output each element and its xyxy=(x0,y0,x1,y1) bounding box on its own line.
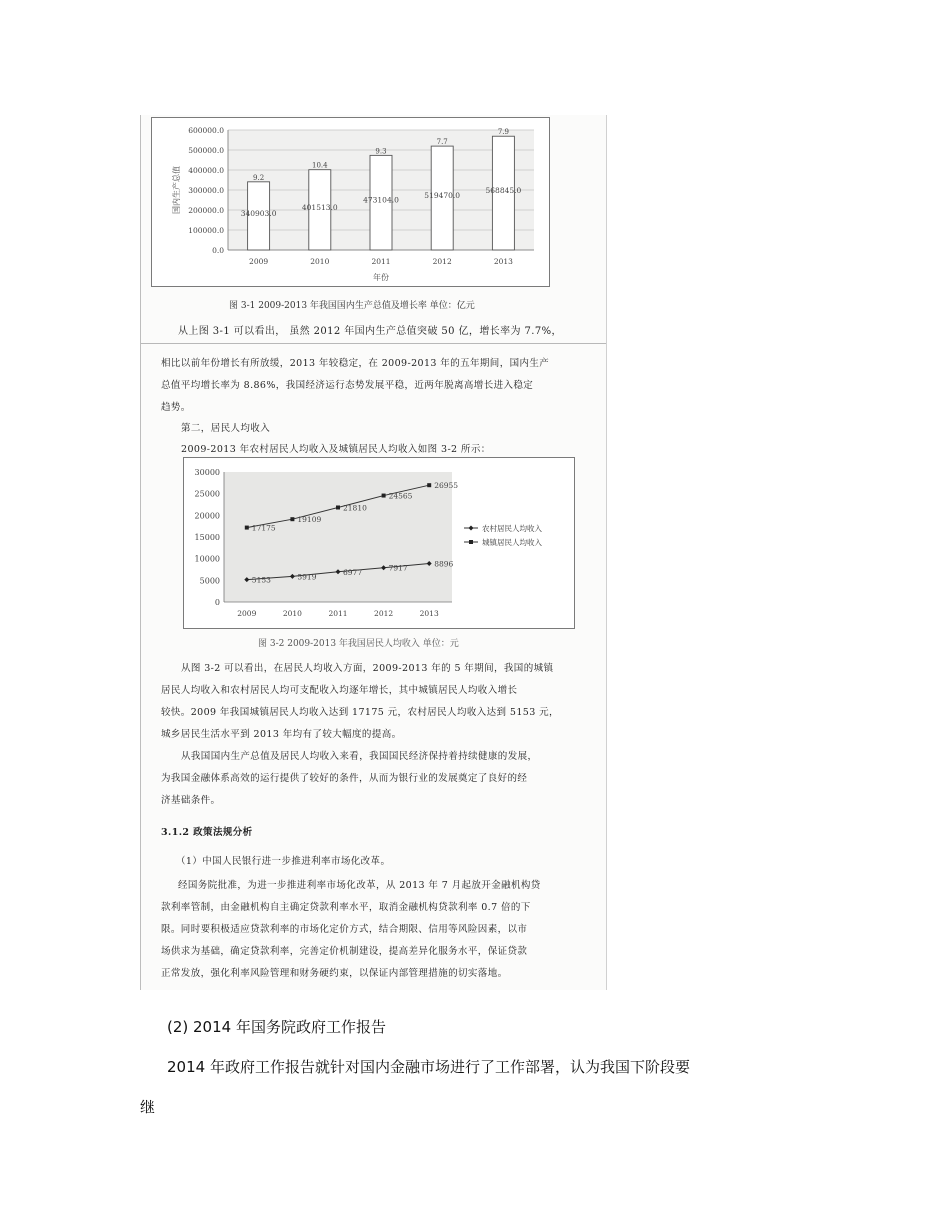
x-tick-label: 2012 xyxy=(432,257,452,266)
page-separator xyxy=(141,343,606,344)
data-label: 6977 xyxy=(343,567,363,577)
bar-value-label: 401513.0 xyxy=(301,202,338,212)
x-tick-label: 2013 xyxy=(419,609,439,618)
data-label: 19109 xyxy=(297,515,322,525)
y-tick-label: 500000.0 xyxy=(188,146,224,155)
body-paragraph-line: 继 xyxy=(140,1098,156,1116)
data-label: 8896 xyxy=(434,559,454,569)
y-tick-label: 600000.0 xyxy=(188,126,224,135)
growth-rate-label: 9.3 xyxy=(375,147,387,156)
growth-rate-label: 10.4 xyxy=(312,161,328,170)
growth-rate-label: 7.7 xyxy=(436,138,448,147)
legend-marker xyxy=(469,540,473,544)
paragraph-line: 较快。2009 年我国城镇居民人均收入达到 17175 元，农村居民人均收入达到 5153 元， xyxy=(161,707,559,718)
legend-label: 城镇居民人均收入 xyxy=(482,538,542,547)
paragraph-line: 款利率管制，由金融机构自主确定贷款利率水平，取消金融机构贷款利率 0.7 倍的下 xyxy=(161,902,531,913)
y-tick-label: 20000 xyxy=(194,511,220,521)
growth-rate-label: 9.2 xyxy=(253,173,265,182)
figure-3-2-caption: 图 3-2 2009-2013 年我国居民人均收入 单位：元 xyxy=(258,639,459,649)
data-point xyxy=(245,526,249,530)
paragraph-line: 场供求为基础，确定贷款利率，完善定价机制建设，提高差异化服务水平，保证贷款 xyxy=(161,946,528,957)
bar-value-label: 568845.0 xyxy=(485,186,522,196)
data-point xyxy=(336,505,340,509)
data-label: 5919 xyxy=(297,572,317,582)
section-heading-policy: 3.1.2 政策法规分析 xyxy=(161,827,253,838)
data-label: 7917 xyxy=(388,563,408,573)
paragraph-line: 总值平均增长率为 8.86%，我国经济运行态势发展平稳，近两年脱离高增长进入稳定 xyxy=(161,380,534,391)
data-point xyxy=(290,517,294,521)
paragraph-line: 从我国国内生产总值及居民人均收入来看，我国国民经济保持着持续健康的发展， xyxy=(181,751,538,762)
x-tick-label: 2010 xyxy=(282,609,302,618)
data-label: 24565 xyxy=(388,491,413,501)
data-point xyxy=(427,483,431,487)
gdp-bar-chart-svg xyxy=(152,118,549,286)
legend-marker xyxy=(469,526,474,531)
section-heading-income: 第二，居民人均收入 xyxy=(181,423,271,434)
x-tick-label: 2013 xyxy=(493,257,513,266)
bar-value-label: 473104.0 xyxy=(363,195,399,205)
y-tick-label: 400000.0 xyxy=(188,166,224,175)
body-paragraph-line: 2014 年政府工作报告就针对国内金融市场进行了工作部署，认为我国下阶段要 xyxy=(167,1058,690,1076)
paragraph-line: 济基础条件。 xyxy=(161,795,221,806)
paragraph-line: 经国务院批准，为进一步推进利率市场化改革，从 2013 年 7 月起放开金融机构贷 xyxy=(178,880,541,891)
data-label: 21810 xyxy=(343,503,367,513)
paragraph-line: 居民人均收入和农村居民人均可支配收入均逐年增长，其中城镇居民人均收入增长 xyxy=(161,685,518,696)
paragraph-line: 为我国金融体系高效的运行提供了较好的条件，从而为银行业的发展奠定了良好的经 xyxy=(161,773,528,784)
x-tick-label: 2012 xyxy=(374,609,394,618)
paragraph-line: 城乡居民生活水平到 2013 年均有了较大幅度的提高。 xyxy=(161,729,402,740)
data-label: 17175 xyxy=(251,523,276,533)
bar-value-label: 340903.0 xyxy=(240,208,277,218)
y-tick-label: 0 xyxy=(214,598,220,607)
y-tick-label: 10000 xyxy=(194,554,220,564)
x-axis-title: 年份 xyxy=(373,273,389,282)
y-tick-label: 5000 xyxy=(199,576,220,586)
y-axis-title: 国内生产总值 xyxy=(172,166,181,214)
figure-3-2-intro: 2009-2013 年农村居民人均收入及城镇居民人均收入如图 3-2 所示： xyxy=(181,444,491,455)
y-tick-label: 100000.0 xyxy=(188,226,224,235)
y-tick-label: 300000.0 xyxy=(188,186,224,195)
y-tick-label: 200000.0 xyxy=(188,206,224,215)
income-line-chart xyxy=(183,457,575,629)
paragraph-line: 限。同时要积极适应贷款利率的市场化定价方式，结合期限、信用等风险因素，以市 xyxy=(161,924,528,935)
y-tick-label: 15000 xyxy=(194,533,220,542)
list-item-1: （1）中国人民银行进一步推进利率市场化改革。 xyxy=(176,856,391,867)
gdp-bar-chart xyxy=(151,117,550,287)
data-label: 5153 xyxy=(251,575,271,585)
legend-label: 农村居民人均收入 xyxy=(482,524,542,533)
x-tick-label: 2009 xyxy=(249,257,269,266)
paragraph-line: 趋势。 xyxy=(161,402,191,413)
paragraph-line: 从图 3-2 可以看出，在居民人均收入方面，2009-2013 年的 5 年期间，我国的城镇 xyxy=(181,663,554,674)
income-line-chart-svg xyxy=(184,458,574,628)
y-tick-label: 30000 xyxy=(194,468,220,477)
y-tick-label: 25000 xyxy=(194,489,220,499)
bar-value-label: 519470.0 xyxy=(424,191,461,201)
scanned-page-excerpt xyxy=(140,115,607,990)
paragraph-line: 正常发放，强化利率风险管理和财务硬约束，以保证内部管理措施的切实落地。 xyxy=(161,968,508,979)
x-tick-label: 2011 xyxy=(328,609,348,618)
x-tick-label: 2009 xyxy=(237,609,257,618)
data-point xyxy=(382,494,386,498)
data-label: 26955 xyxy=(434,481,459,491)
paragraph-line: 相比以前年份增长有所放缓，2013 年较稳定，在 2009-2013 年的五年期间，国内生产 xyxy=(161,358,550,369)
x-tick-label: 2010 xyxy=(310,257,330,266)
growth-rate-label: 7.9 xyxy=(497,128,509,137)
x-tick-label: 2011 xyxy=(371,257,391,266)
y-tick-label: 0.0 xyxy=(212,246,224,255)
list-item-2: (2) 2014 年国务院政府工作报告 xyxy=(167,1018,386,1036)
figure-3-1-caption: 图 3-1 2009-2013 年我国国内生产总值及增长率 单位：亿元 xyxy=(229,301,475,311)
paragraph-line: 从上图 3-1 可以看出， 虽然 2012 年国内生产总值突破 50 亿，增长率为 7.7%， xyxy=(178,326,562,337)
